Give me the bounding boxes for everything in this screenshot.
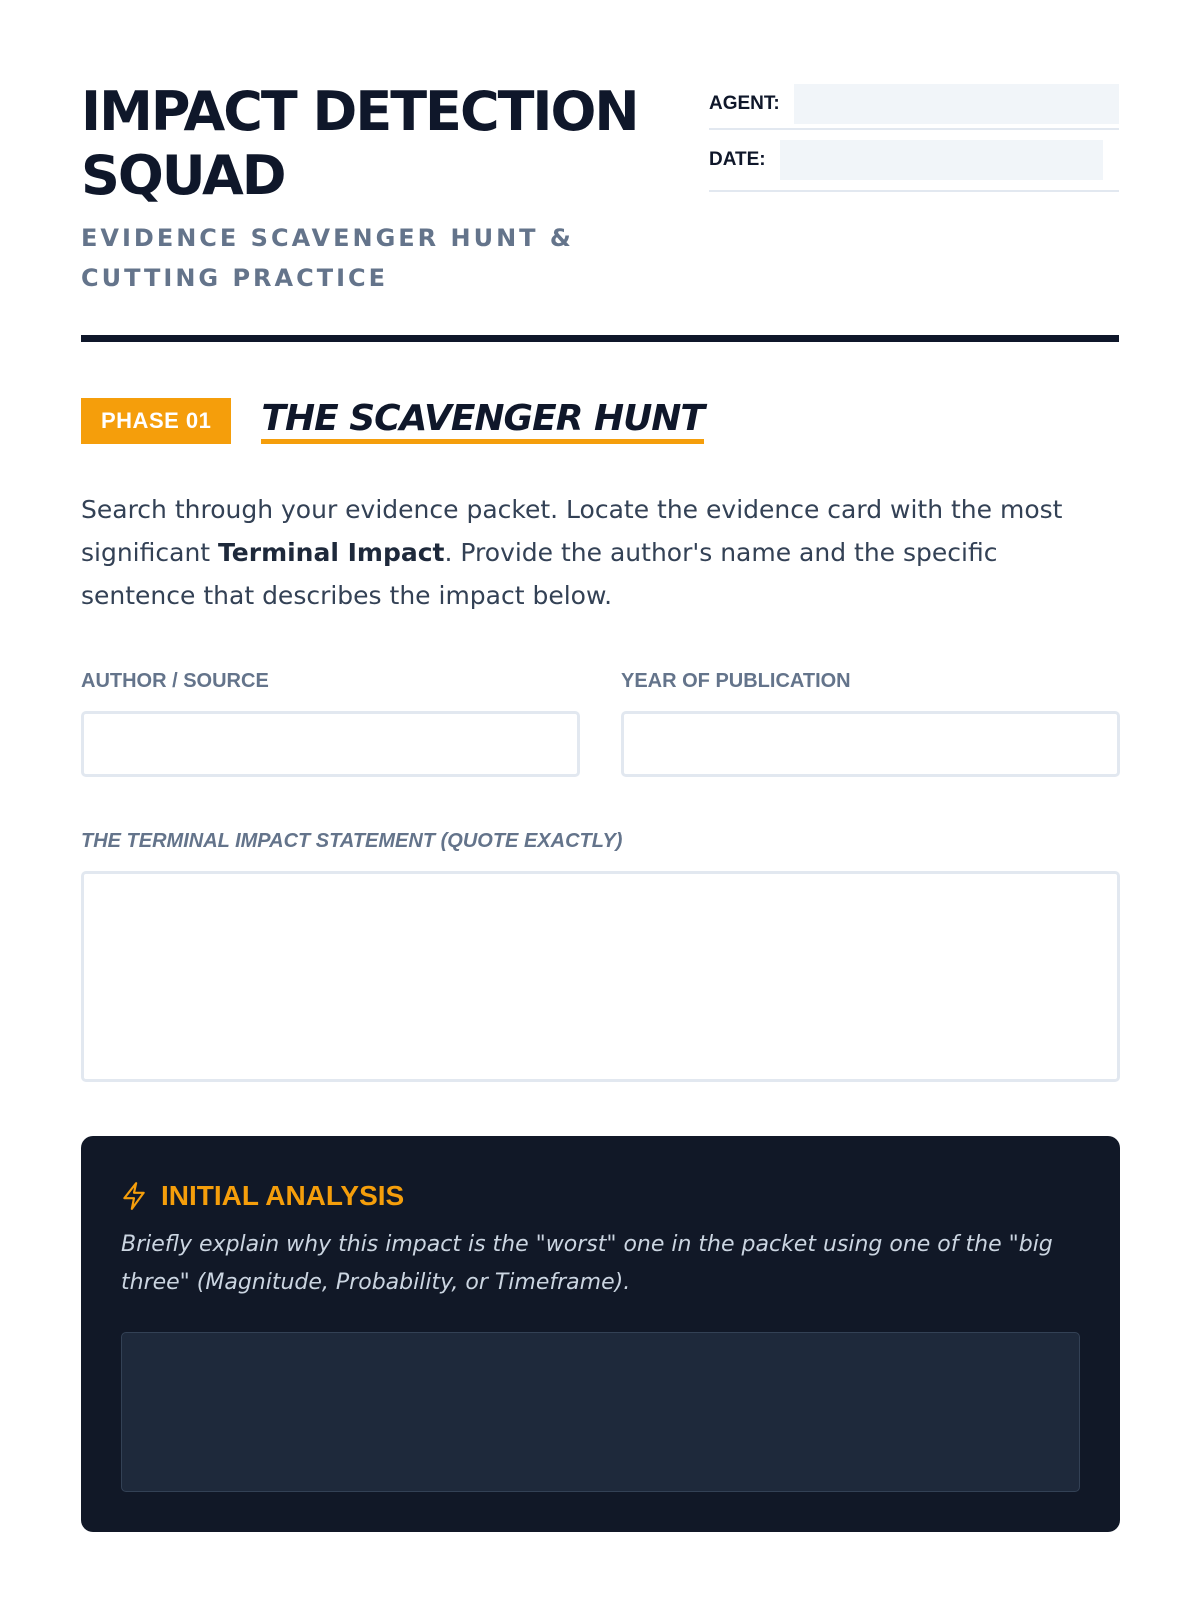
- instructions-after: . Provide the author's name and the specific sentence that describes the impact below.: [81, 538, 998, 610]
- analysis-title: INITIAL ANALYSIS: [161, 1180, 405, 1211]
- title-block: [81, 80, 691, 298]
- date-row: [709, 130, 1119, 192]
- analysis-input[interactable]: [121, 1332, 1080, 1492]
- author-source-input[interactable]: [81, 711, 580, 777]
- agent-field[interactable]: [794, 84, 1119, 124]
- impact-statement-label: THE TERMINAL IMPACT STATEMENT (QUOTE EXACTLY): [81, 830, 623, 852]
- instructions-bold: Terminal Impact: [218, 538, 445, 567]
- analysis-heading: [121, 1180, 1080, 1212]
- phase-heading: [81, 398, 704, 444]
- phase-title: THE SCAVENGER HUNT: [261, 399, 704, 444]
- page-subtitle: EVIDENCE SCAVENGER HUNT & CUTTING PRACTICE: [81, 224, 574, 292]
- date-label: DATE:: [709, 149, 766, 170]
- date-field[interactable]: [780, 140, 1103, 180]
- page-title: IMPACT DETECTION SQUAD: [81, 80, 638, 207]
- impact-statement-input[interactable]: [81, 871, 1120, 1082]
- worksheet-header: [81, 80, 1119, 344]
- lightning-bolt-icon: [121, 1181, 147, 1211]
- agent-label: AGENT:: [709, 93, 780, 114]
- analysis-description: Briefly explain why this impact is the "worst" one in the packet using one of the "big three" (Magnitude, Probability, or Timeframe).: [121, 1232, 1053, 1295]
- author-source-label: AUTHOR / SOURCE: [81, 670, 269, 692]
- year-input[interactable]: [621, 711, 1120, 777]
- meta-fields: [709, 80, 1119, 192]
- header-divider: [81, 335, 1119, 342]
- phase-badge: PHASE 01: [81, 398, 231, 444]
- instructions-text: [81, 488, 1119, 617]
- year-label: YEAR OF PUBLICATION: [621, 670, 851, 692]
- agent-row: [709, 80, 1119, 130]
- initial-analysis-panel: [81, 1136, 1120, 1532]
- instructions-before: Search through your evidence packet. Locate the evidence card with the most significant: [81, 495, 1063, 567]
